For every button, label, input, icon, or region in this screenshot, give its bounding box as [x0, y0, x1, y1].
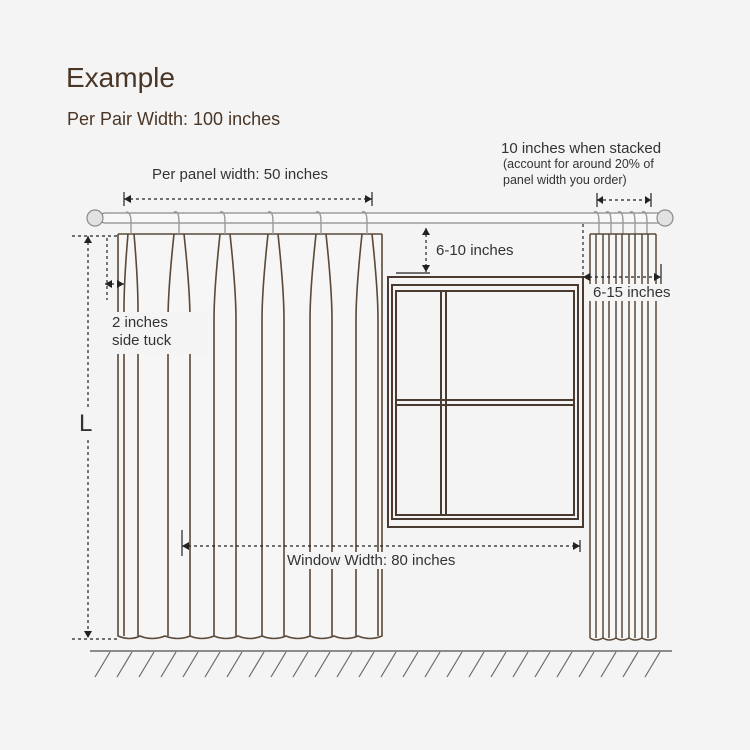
- stacked-title-label: 10 inches when stacked: [501, 140, 662, 157]
- stacked-note-line2: panel width you order): [503, 173, 627, 187]
- diagram-subtitle: Per Pair Width: 100 inches: [67, 109, 281, 129]
- curtain-panel-left: [118, 234, 382, 639]
- side-tuck-label-line1: 2 inches: [112, 314, 168, 331]
- side-tuck-label-box: [108, 312, 208, 354]
- rod-gap-label: 6-10 inches: [436, 242, 514, 259]
- floor: [90, 651, 672, 677]
- window-width-label: Window Width: 80 inches: [287, 552, 456, 569]
- panel-width-label: Per panel width: 50 inches: [152, 166, 328, 183]
- window: [388, 277, 583, 527]
- side-tuck-label-line2: side tuck: [112, 332, 172, 349]
- stack-extension-label: 6-15 inches: [589, 284, 675, 301]
- stacked-note-line1: (account for around 20% of: [503, 157, 654, 171]
- length-label: L: [79, 410, 93, 437]
- diagram-title: Example: [66, 62, 175, 93]
